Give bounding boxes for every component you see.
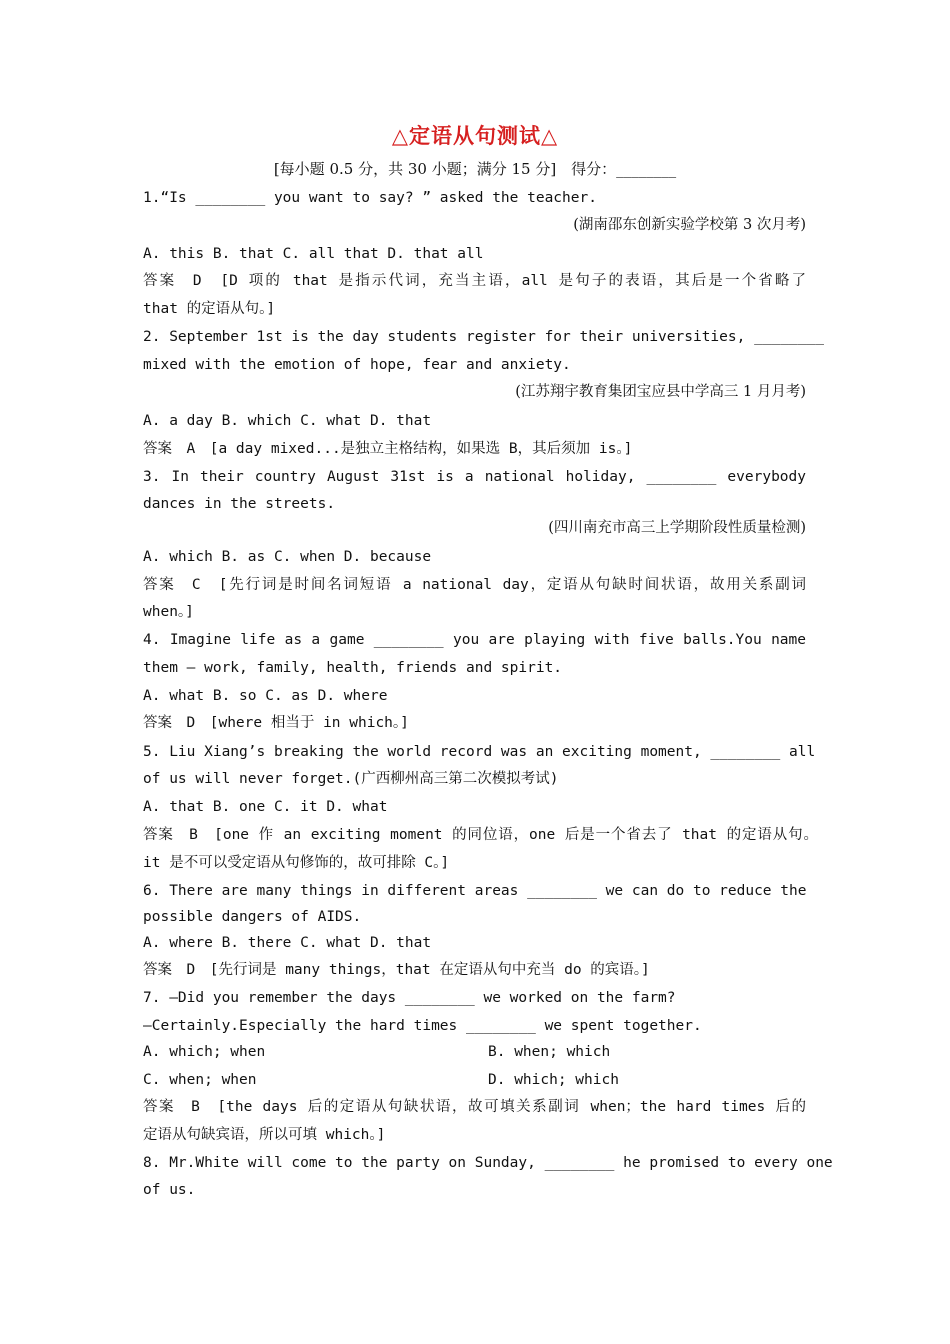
question-6-stem: 6. There are many things in different areas ________ we can do to reduce the	[143, 883, 807, 899]
question-6-options: A. where B. there C. what D. that	[143, 935, 432, 951]
question-8-stem-cont: of us.	[143, 1182, 196, 1198]
question-6-answer: 答案 D [先行词是 many things，that 在定语从句中充当 do 的宾语。]	[143, 962, 650, 978]
question-7-option-a: A. which; when	[143, 1044, 266, 1060]
question-7-option-d: D. which; which	[488, 1072, 619, 1088]
question-7-answer: 答案 B [the days 后的定语从句缺状语，故可填关系副词 when；the hard times 后的	[143, 1099, 806, 1115]
page-title: △定语从句测试△	[391, 123, 559, 148]
question-4-answer: 答案 D [where 相当于 in which。]	[143, 715, 409, 731]
question-6-stem-cont: possible dangers of AIDS.	[143, 909, 362, 925]
question-1-options: A. this B. that C. all that D. that all	[143, 246, 484, 262]
question-5-options: A. that B. one C. it D. what	[143, 799, 388, 815]
question-1-source: (湖南邵东创新实验学校第 3 次月考)	[573, 217, 806, 233]
question-5-answer-cont: it 是不可以受定语从句修饰的，故可排除 C。]	[143, 855, 450, 871]
question-7-answer-cont: 定语从句缺宾语，所以可填 which。]	[143, 1127, 386, 1143]
question-7-stem-cont: —Certainly.Especially the hard times ________ we spent together.	[143, 1018, 702, 1034]
question-7-stem: 7. —Did you remember the days ________ we worked on the farm?	[143, 990, 676, 1006]
question-4-stem: 4. Imagine life as a game ________ you are playing with five balls.You name	[143, 632, 806, 648]
question-2-answer: 答案 A [a day mixed...是独立主格结构，如果选 B，其后须加 is。]	[143, 441, 633, 457]
question-7-option-b: B. when; which	[488, 1044, 611, 1060]
question-2-stem-cont: mixed with the emotion of hope, fear and anxiety.	[143, 357, 571, 373]
question-2-stem: 2. September 1st is the day students register for their universities, ________	[143, 329, 824, 345]
question-3-answer: 答案 C [先行词是时间名词短语 a national day，定语从句缺时间状语，故用关系副词	[143, 577, 806, 593]
question-1-answer: 答案 D [D 项的 that 是指示代词，充当主语，all 是句子的表语，其后是一个省略了	[143, 273, 806, 289]
question-3-answer-cont: when。]	[143, 604, 194, 620]
question-2-source: (江苏翔宇教育集团宝应县中学高三 1 月月考)	[515, 384, 806, 400]
question-4-stem-cont: them — work, family, health, friends and spirit.	[143, 660, 563, 676]
question-1-answer-cont: that 的定语从句。]	[143, 301, 276, 317]
question-3-options: A. which B. as C. when D. because	[143, 549, 432, 565]
question-3-stem: 3. In their country August 31st is a national holiday, ________ everybody	[143, 469, 806, 485]
question-3-source: (四川南充市高三上学期阶段性质量检测)	[548, 520, 806, 536]
question-5-stem-cont: of us will never forget.(广西柳州高三第二次模拟考试)	[143, 771, 559, 787]
question-3-stem-cont: dances in the streets.	[143, 496, 336, 512]
question-4-options: A. what B. so C. as D. where	[143, 688, 388, 704]
question-5-answer: 答案 B [one 作 an exciting moment 的同位语，one 后是一个省去了 that 的定语从句。	[143, 827, 818, 843]
question-2-options: A. a day B. which C. what D. that	[143, 413, 432, 429]
question-7-option-c: C. when; when	[143, 1072, 257, 1088]
score-info: [每小题 0.5 分，共 30 小题；满分 15 分] 得分：________	[273, 160, 677, 178]
question-8-stem: 8. Mr.White will come to the party on Sunday, ________ he promised to every one	[143, 1155, 833, 1171]
question-5-stem: 5. Liu Xiang’s breaking the world record was an exciting moment, ________ all	[143, 744, 816, 760]
question-1-stem: 1.“Is ________ you want to say? ” asked the teacher.	[143, 190, 597, 206]
